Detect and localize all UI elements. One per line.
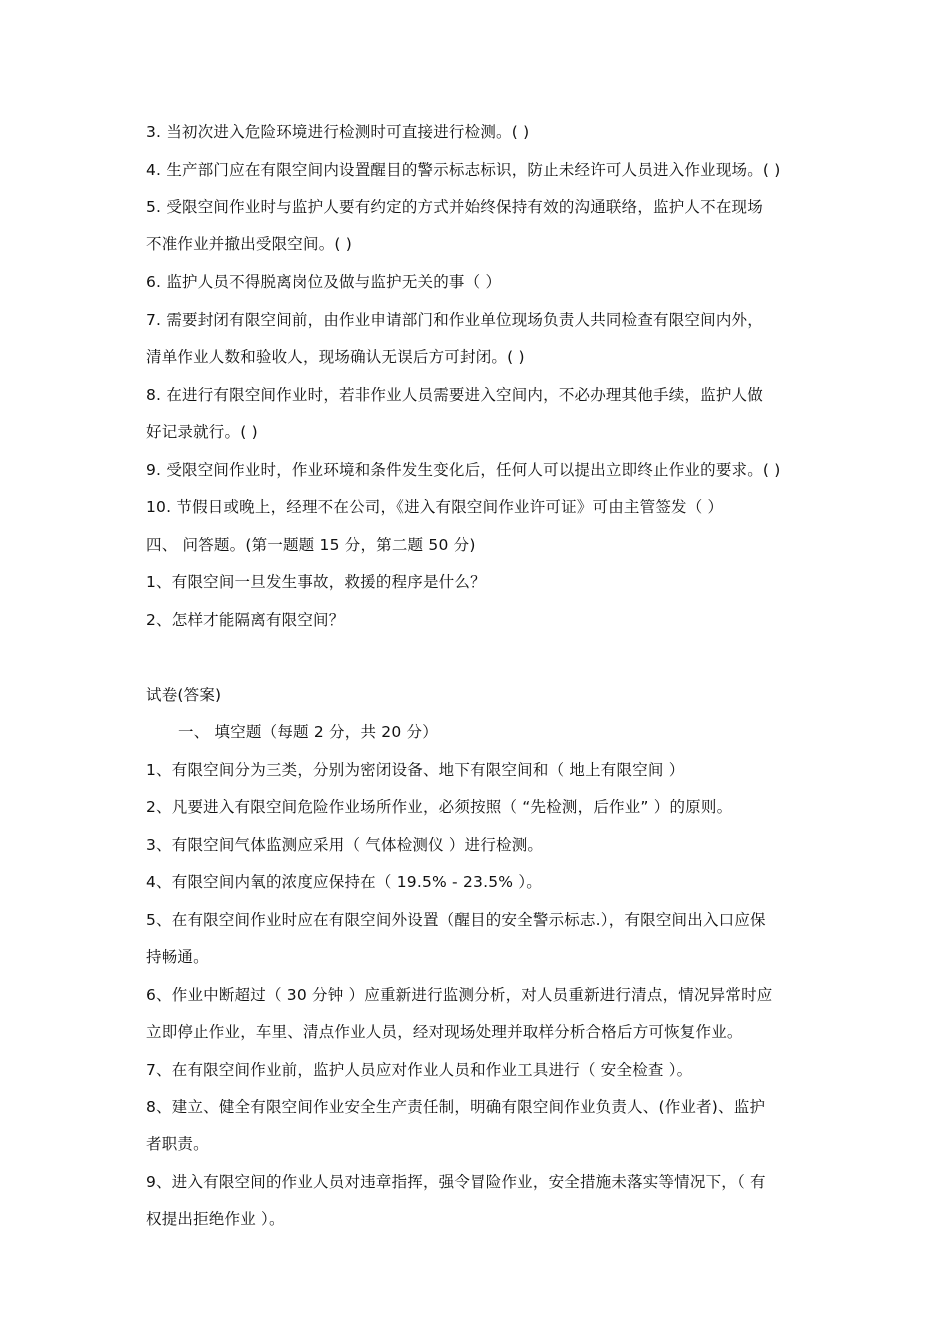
answer-8-line-2: 者职责。 [146,1135,209,1153]
answer-key-title: 试卷(答案) [146,686,222,704]
answer-5-line-1: 5、在有限空间作业时应在有限空间外设置（醒目的安全警示标志.），有限空间出入口应保 [146,911,766,929]
question-5-line-2: 不准作业并撤出受限空间。( ) [146,235,353,253]
answer-6-line-1: 6、作业中断超过（ 30 分钟 ）应重新进行监测分析，对人员重新进行清点，情况异常时应 [146,986,773,1004]
answer-8-line-1: 8、建立、健全有限空间作业安全生产责任制，明确有限空间作业负责人、(作业者)、监护 [146,1098,766,1116]
essay-question-2: 2、怎样才能隔离有限空间？ [146,611,345,629]
question-7-line-2: 清单作业人数和验收人，现场确认无误后方可封闭。( ) [146,348,525,366]
answer-6-line-2: 立即停止作业，车里、清点作业人员，经对现场处理并取样分析合格后方可恢复作业。 [146,1023,743,1041]
answer-section-1-heading: 一、 填空题（每题 2 分，共 20 分） [178,723,438,741]
question-5-line-1: 5. 受限空间作业时与监护人要有约定的方式并始终保持有效的沟通联络，监护人不在现场 [146,198,763,216]
essay-question-1: 1、有限空间一旦发生事故，救援的程序是什么？ [146,573,486,591]
answer-1: 1、有限空间分为三类，分别为密闭设备、地下有限空间和（ 地上有限空间 ） [146,761,685,779]
answer-7: 7、在有限空间作业前，监护人员应对作业人员和作业工具进行（ 安全检查 ）。 [146,1061,693,1079]
question-10: 10. 节假日或晚上，经理不在公司，《进入有限空间作业许可证》可由主管签发（ ） [146,498,724,516]
question-9: 9. 受限空间作业时，作业环境和条件发生变化后，任何人可以提出立即终止作业的要求。( ) [146,461,781,479]
answer-3: 3、有限空间气体监测应采用（ 气体检测仪 ）进行检测。 [146,836,544,854]
question-8-line-1: 8. 在进行有限空间作业时，若非作业人员需要进入空间内，不必办理其他手续，监护人做 [146,386,763,404]
question-6: 6. 监护人员不得脱离岗位及做与监护无关的事（ ） [146,273,502,291]
question-3: 3. 当初次进入危险环境进行检测时可直接进行检测。( ) [146,123,530,141]
section-4-heading: 四、 问答题。(第一题题 15 分，第二题 50 分) [146,536,476,554]
question-7-line-1: 7. 需要封闭有限空间前，由作业申请部门和作业单位现场负责人共同检查有限空间内外， [146,311,763,329]
answer-9-line-2: 权提出拒绝作业 ）。 [146,1210,285,1228]
question-4: 4. 生产部门应在有限空间内设置醒目的警示标志标识，防止未经许可人员进入作业现场。( ) [146,161,781,179]
answer-5-line-2: 持畅通。 [146,948,209,966]
answer-9-line-1: 9、进入有限空间的作业人员对违章指挥，强令冒险作业，安全措施未落实等情况下，（ 有 [146,1173,766,1191]
answer-2: 2、凡要进入有限空间危险作业场所作业，必须按照（ “先检测，后作业” ）的原则。 [146,798,733,816]
answer-4: 4、有限空间内氧的浓度应保持在（ 19.5% - 23.5% ）。 [146,873,542,891]
question-8-line-2: 好记录就行。( ) [146,423,258,441]
